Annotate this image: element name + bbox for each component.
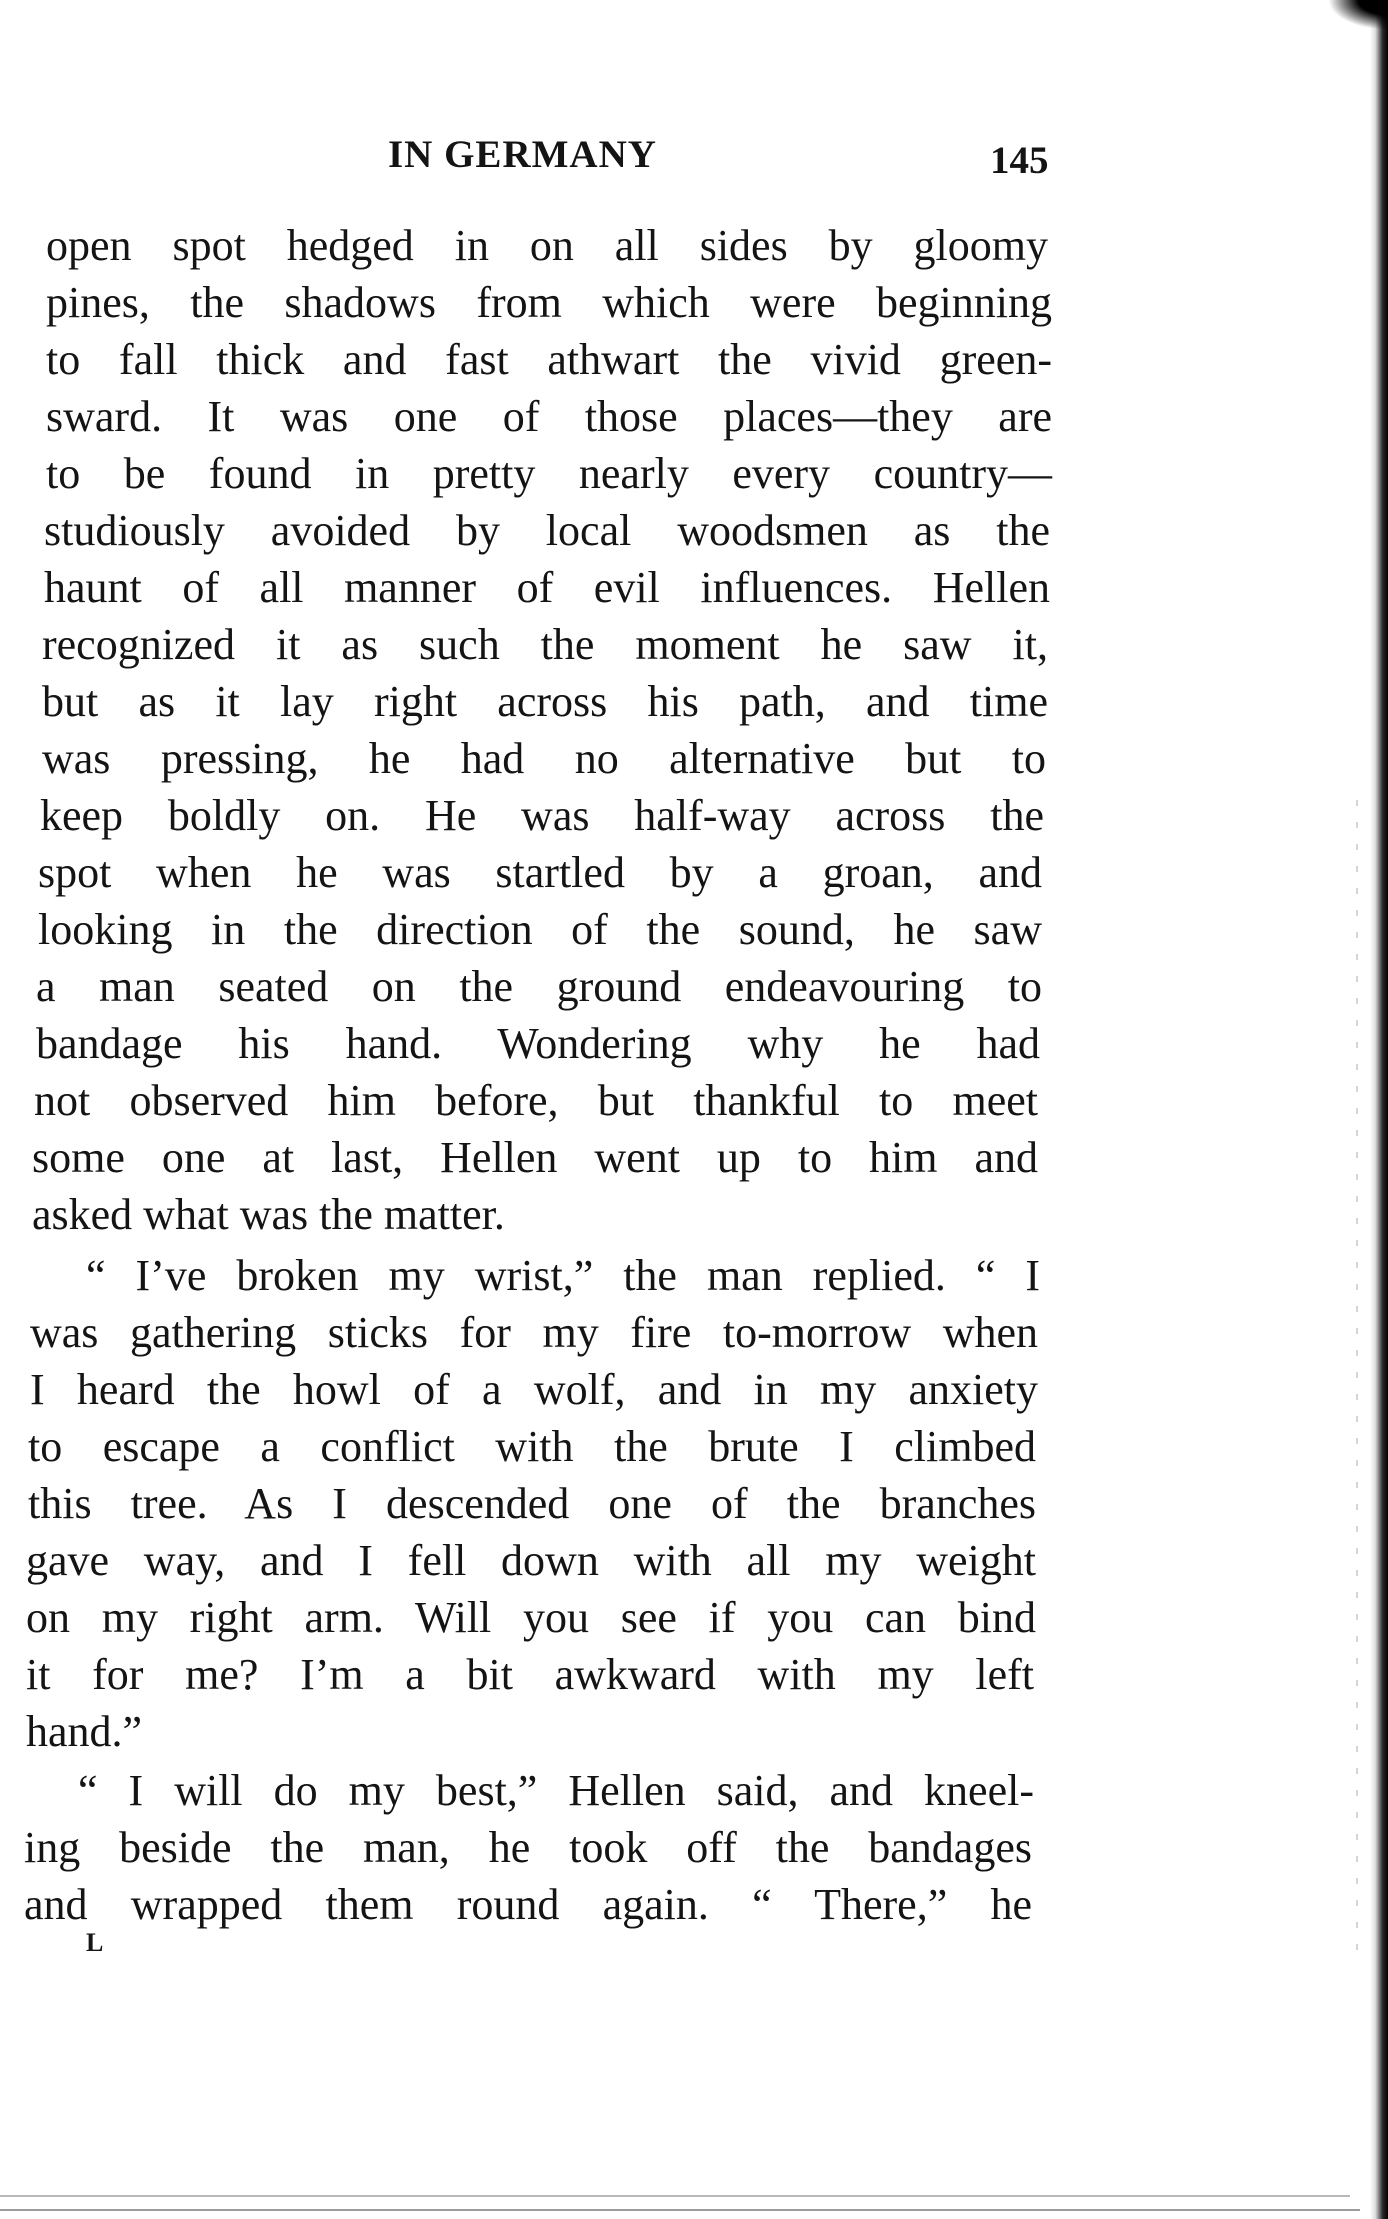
text-line: but as it lay right across his path, and time (42, 677, 1048, 726)
text-line: I heard the howl of a wolf, and in my anxiety (30, 1365, 1038, 1414)
text-line: recognized it as such the moment he saw it, (42, 620, 1048, 669)
page-bottom-edge-shadow (0, 2209, 1360, 2211)
text-line: studiously avoided by local woodsmen as the (44, 506, 1050, 555)
text-line: asked what was the matter. (32, 1190, 505, 1239)
running-title: IN GERMANY (388, 133, 657, 176)
text-line: was pressing, he had no alternative but to (42, 734, 1046, 783)
text-line: and wrapped them round again. “ There,” he (24, 1880, 1032, 1929)
page-corner-shadow (1328, 0, 1388, 30)
text-line: pines, the shadows from which were beginning (46, 278, 1052, 327)
text-line: on my right arm. Will you see if you can bind (26, 1593, 1036, 1642)
text-line: to escape a conflict with the brute I climbed (28, 1422, 1036, 1471)
text-line: gave way, and I fell down with all my weight (26, 1536, 1036, 1585)
page-number: 145 (990, 139, 1049, 182)
page-right-edge (1370, 0, 1388, 2219)
text-line: it for me? I’m a bit awkward with my left (26, 1650, 1034, 1699)
text-line: was gathering sticks for my fire to-morrow when (30, 1308, 1038, 1357)
page-top-edge (0, 0, 1388, 10)
text-line: some one at last, Hellen went up to him and (32, 1133, 1038, 1182)
text-line: haunt of all manner of evil influences. Hellen (44, 563, 1050, 612)
text-line: sward. It was one of those places—they are (46, 392, 1052, 441)
text-line: open spot hedged in on all sides by gloomy (46, 221, 1048, 270)
text-line: ing beside the man, he took off the bandages (24, 1823, 1032, 1872)
text-line: “ I’ve broken my wrist,” the man replied. “ I (86, 1251, 1040, 1300)
text-line: to be found in pretty nearly every country— (46, 449, 1052, 498)
page-bottom-edge (0, 2195, 1350, 2197)
text-line: looking in the direction of the sound, he saw (38, 905, 1042, 954)
text-line: hand.” (26, 1707, 143, 1756)
text-line: this tree. As I descended one of the branches (28, 1479, 1036, 1528)
scan-artifact (1356, 800, 1358, 1950)
text-line: bandage his hand. Wondering why he had (36, 1019, 1040, 1068)
printer-signature-mark: L (86, 1928, 104, 1957)
text-line: to fall thick and fast athwart the vivid green- (46, 335, 1052, 384)
text-line: “ I will do my best,” Hellen said, and kneel- (78, 1766, 1034, 1815)
text-line: keep boldly on. He was half-way across the (40, 791, 1044, 840)
text-line: spot when he was startled by a groan, and (38, 848, 1042, 897)
text-line: not observed him before, but thankful to meet (34, 1076, 1038, 1125)
text-line: a man seated on the ground endeavouring to (36, 962, 1042, 1011)
